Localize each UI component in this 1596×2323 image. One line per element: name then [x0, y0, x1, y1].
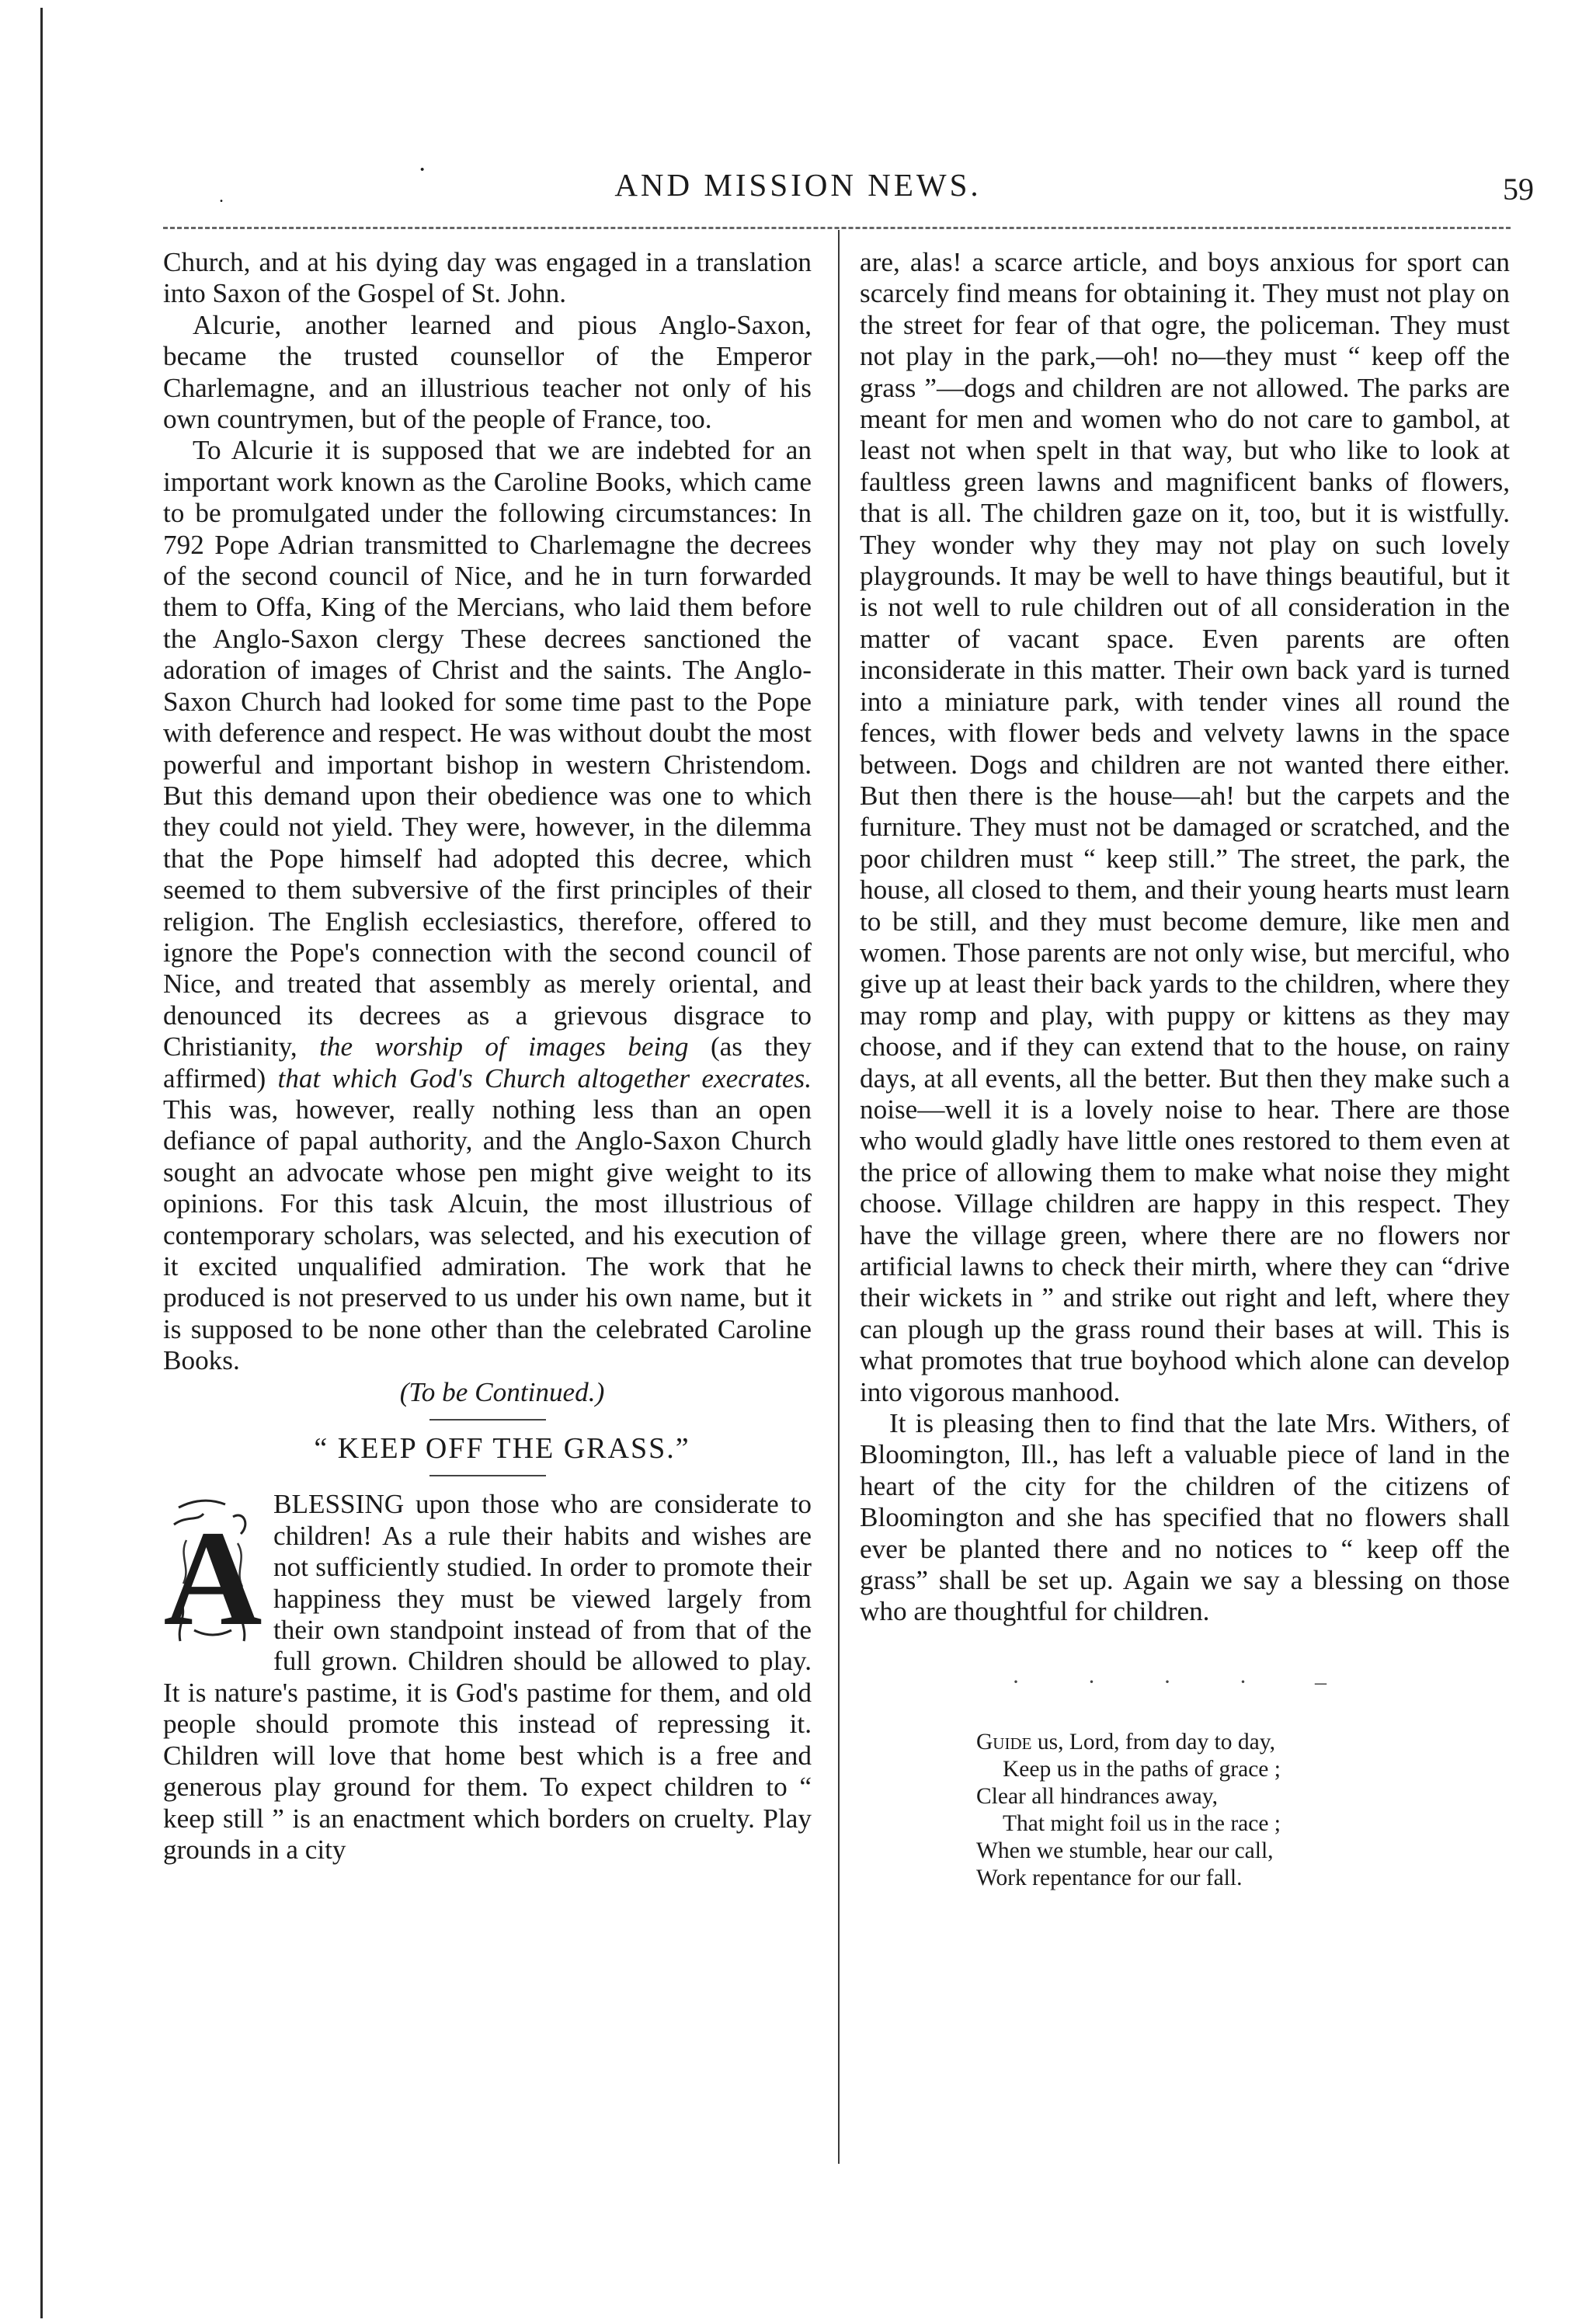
verse-line: Keep us in the paths of grace ; [1003, 1757, 1281, 1782]
paragraph-text: To Alcurie it is supposed that we are indebted for an important work known as the Caroline Books, which came to be promulgated under the following circumstances: In 792 Pope Adrian transmitted to Charlemagne the decrees of the second council of Nice, and he in turn forwarded them to Offa, King of the Mercians, who laid them before the Anglo-Saxon clergy These decrees sanctioned the adoration of images of Christ and the saints. The Anglo-Saxon Church had looked for some time past to the Pope with deference and respect. He was without doubt the most powerful and important bishop in western Christendom. But this demand upon their obedience was one to which they could not yield. They were, however, in the dilemma that the Pope himself had adopted this decree, which seemed to them subversive of the first principles of their religion. The English ecclesiastics, therefore, offered to ignore the Pope's connection with the second council of Nice, and treated that assembly as merely oriental, and denounced its decrees as a grievous disgrace to Christianity, [163, 435, 812, 1062]
verse-line: Work repentance for our fall. [976, 1866, 1243, 1891]
italic-phrase: the worship of images being [319, 1031, 689, 1062]
continued-note: (To be Continued.) [399, 1376, 605, 1407]
paragraph-text: This was, however, really nothing less than an open defiance of papal authority, and the Anglo-Saxon Church sought an advocate whose pen might give weight to its opinions. For this task Alcuin, the most illustrious of contemporary scholars, was selected, and his execution of it excited unqualified admiration. The work that he produced is not preserved to us under his own name, but it is supposed to be none other than the celebrated Caroline Books. [163, 1094, 812, 1376]
verse-line: Clear all hindrances away, [976, 1784, 1218, 1810]
section-rule [429, 1475, 546, 1476]
paragraph-text: BLESSING upon those who are considerate to children! As a rule their habits and wishes are not sufficiently studied. In order to promote their happiness they must be viewed largely from their own standpoint instead of from that of the full grown. Children should be allowed to play. It is nature's pastime, it is God's pastime for them, and old people should promote this instead of repressing it. Children will love that home best which is a free and generous play ground for them. To expect children to “ keep still ” is an enactment which borders on cruelty. Play grounds in a city [163, 1489, 812, 1865]
left-column [163, 247, 812, 1866]
verse-initial-word: Guide [976, 1730, 1032, 1755]
paragraph: Church, and at his dying day was engaged in a translation into Saxon of the Gospel of St. John. [163, 247, 812, 309]
article-paragraph: are, alas! a scarce article, and boys anxious for sport can scarcely find means for obtaining it. They must not play on the street for fear of that ogre, the policeman. They must not play in the park,—oh! no—they must “ keep off the grass ”—dogs and children are not allowed. The parks are meant for men and women who do not care to gambol, at least not when spelt in that way, but who like to look at faultless green lawns and magnificent banks of flowers, that is all. The children gaze on it, too, but it is wistfully. They wonder why they may not play on such lovely playgrounds. It may be well to have things beautiful, but it is not well to rule children out of all consideration in the matter of vacant space. Even parents are often inconsiderate in this matter. Their own back yard is turned into a miniature park, with tender vines all round the fences, with flower beds and velvety lawns in the space between. Dogs and children are not wanted there either. But then there is the house—ah! but the carpets and the furniture. They must not be damaged or scratched, and the poor children must “ keep still.” The street, the park, the house, all closed to them, and their young hearts must learn to be still, and they must become demure, like men and women. Those parents are not only wise, but merciful, who give up at least their back yards to the children, where they may romp and play, with puppy or kittens as they may choose, and if they can extend that to the house, on rainy days, at all events, all the better. But then they make such a noise—well it is a lovely noise to hear. There are those who would gladly have little ones restored to them even at the price of allowing them to make what noise they might choose. Village children are happy in this respect. They have the village green, where there are no flowers nor artificial lawns to check their mirth, where they can “drive their wickets in ” and strike out right and left, where they can plough up the grass round their bases at will. This is what promotes that true boyhood which alone can develop into vigorous manhood. [860, 247, 1510, 1407]
article-title: “ KEEP OFF THE GRASS.” [314, 1432, 690, 1466]
italic-phrase: that which God's Church altogether execrates. [277, 1062, 812, 1094]
verse-line: That might foil us in the race ; [1003, 1811, 1281, 1837]
header-mark: · [418, 155, 427, 184]
article-paragraph [163, 1489, 812, 1866]
paragraph-text: (as they affirmed) [163, 1031, 812, 1094]
right-column [860, 247, 1510, 1892]
drop-cap-ornament [163, 1494, 263, 1649]
paragraph [163, 435, 812, 1376]
section-rule [429, 1419, 546, 1421]
page-edge-rule [40, 8, 43, 2318]
hymn-verse [976, 1729, 1510, 1892]
paragraph: Alcurie, another learned and pious Anglo-Saxon, became the trusted counsellor of the Emperor Charlemagne, and an illustrious teacher not only of his own countrymen, but of the people of France, too. [163, 309, 812, 435]
column-divider [838, 230, 840, 2164]
header-rule [163, 227, 1511, 229]
drop-cap-letter: A [163, 1503, 263, 1650]
ornament-divider: · · · · – [1012, 1668, 1358, 1695]
running-head: AND MISSION NEWS. [614, 167, 982, 203]
verse-line: When we stumble, hear our call, [976, 1838, 1274, 1864]
verse-line [976, 1729, 1510, 1756]
header-mark: . [219, 186, 224, 207]
verse-text: us, Lord, from day to day, [1037, 1730, 1275, 1755]
article-paragraph: It is pleasing then to find that the late Mrs. Withers, of Bloomington, Ill., has left a valuable piece of land in the heart of the city for the children of the citizens of Bloomington and she has specified that no flowers shall ever be planted there and no notices to “ keep off the grass” shall be set up. Again we say a blessing on those who are thoughtful for children. [860, 1408, 1510, 1627]
page-number: 59 [1503, 172, 1534, 207]
